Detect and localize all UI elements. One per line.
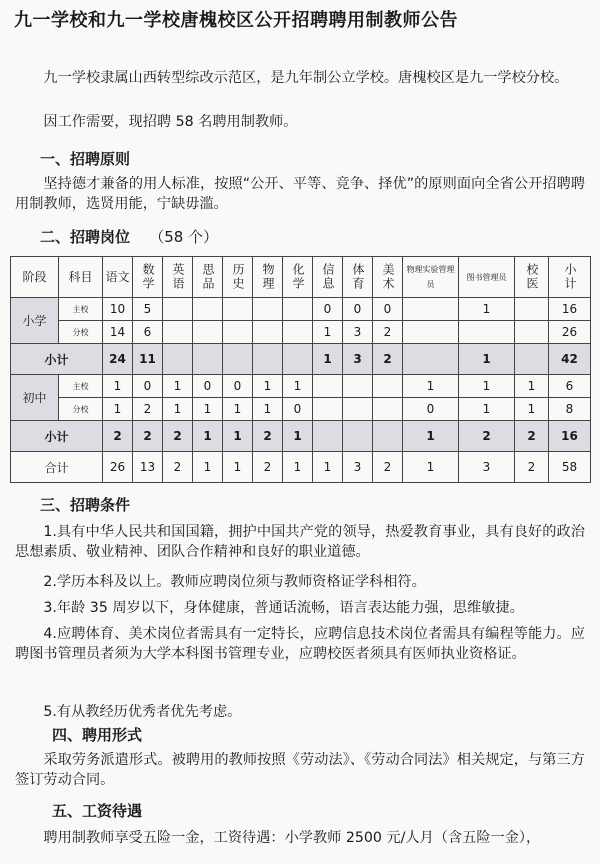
- table-cell: 42: [549, 344, 591, 375]
- section2-count: （58 个）: [149, 228, 219, 246]
- table-cell: 6: [133, 321, 163, 344]
- table-cell: [223, 298, 253, 321]
- subtotal-label: 小计: [11, 344, 103, 375]
- table-cell: [313, 421, 343, 452]
- section1-text: 坚持德才兼备的用人标准，按照“公开、平等、竞争、择优”的原则面向全省公开招聘聘用制教师，选贤用能，宁缺毋滥。: [15, 176, 585, 212]
- table-cell: 0: [133, 375, 163, 398]
- section5-text: 聘用制教师享受五险一金，工资待遇：小学教师 2500 元/人月（含五险一金），: [43, 830, 541, 846]
- table-cell: [163, 298, 193, 321]
- table-cell: 1: [223, 398, 253, 421]
- section1-heading: 一、招聘原则: [40, 150, 131, 168]
- table-cell: [253, 344, 283, 375]
- table-cell: 5: [133, 298, 163, 321]
- header-cell: 物理实验管理员: [403, 257, 459, 298]
- table-cell: [403, 344, 459, 375]
- table-cell: [163, 321, 193, 344]
- table-cell: 3: [343, 321, 373, 344]
- table-cell: 0: [343, 298, 373, 321]
- table-cell: 3: [459, 452, 515, 483]
- table-cell: 2: [133, 398, 163, 421]
- section4-text: 采取劳务派遣形式。被聘用的教师按照《劳动法》、《劳动合同法》相关规定，与第三方签订劳动合同。: [15, 752, 585, 788]
- table-cell: [193, 298, 223, 321]
- table-cell: [223, 344, 253, 375]
- table-cell: 1: [403, 452, 459, 483]
- positions-table: [10, 256, 591, 483]
- header-cell: 美术: [373, 257, 403, 298]
- table-cell: [223, 321, 253, 344]
- header-cell: 体育: [343, 257, 373, 298]
- table-cell: [515, 344, 549, 375]
- table-cell: [313, 375, 343, 398]
- intro-count-paragraph: 因工作需要，现招聘 58 名聘用制教师。: [43, 114, 298, 130]
- table-cell: [343, 375, 373, 398]
- campus-cell: 主校: [59, 298, 103, 321]
- table-cell: [253, 321, 283, 344]
- campus-cell: 分校: [59, 321, 103, 344]
- table-cell: 2: [515, 452, 549, 483]
- campus-cell: 分校: [59, 398, 103, 421]
- table-cell: 2: [103, 421, 133, 452]
- table-cell: [403, 321, 459, 344]
- table-cell: 1: [459, 398, 515, 421]
- table-cell: 2: [133, 421, 163, 452]
- header-cell: 阶段: [11, 257, 59, 298]
- table-cell: 1: [223, 421, 253, 452]
- header-cell: 历史: [223, 257, 253, 298]
- section3-heading: 三、招聘条件: [40, 496, 131, 514]
- table-cell: 1: [459, 344, 515, 375]
- intro-paragraph: 九一学校隶属山西转型综改示范区，是九年制公立学校。唐槐校区是九一学校分校。: [43, 70, 569, 86]
- table-cell: 1: [313, 321, 343, 344]
- table-cell: 1: [103, 375, 133, 398]
- notice-title: 九一学校和九一学校唐槐校区公开招聘聘用制教师公告: [14, 10, 458, 31]
- table-cell: 1: [193, 421, 223, 452]
- table-cell: [515, 321, 549, 344]
- total-label: 合计: [11, 452, 103, 483]
- table-cell: 1: [515, 398, 549, 421]
- table-cell: 1: [103, 398, 133, 421]
- table-cell: 11: [133, 344, 163, 375]
- table-cell: 58: [549, 452, 591, 483]
- table-row: [11, 321, 591, 344]
- table-cell: [193, 321, 223, 344]
- table-cell: 2: [373, 321, 403, 344]
- table-header-row: [11, 257, 591, 298]
- table-cell: [253, 298, 283, 321]
- table-cell: 0: [223, 375, 253, 398]
- table-cell: [515, 298, 549, 321]
- table-cell: 1: [515, 375, 549, 398]
- table-cell: [313, 398, 343, 421]
- table-cell: 1: [403, 375, 459, 398]
- table-cell: 1: [459, 298, 515, 321]
- table-cell: 1: [193, 398, 223, 421]
- header-cell: 思品: [193, 257, 223, 298]
- table-cell: 2: [253, 452, 283, 483]
- table-cell: 1: [313, 344, 343, 375]
- section4-heading: 四、聘用形式: [52, 726, 143, 744]
- table-cell: 26: [103, 452, 133, 483]
- table-cell: 1: [193, 452, 223, 483]
- table-cell: 1: [283, 452, 313, 483]
- table-cell: 2: [163, 452, 193, 483]
- table-cell: [283, 321, 313, 344]
- table-cell: [373, 375, 403, 398]
- table-cell: [373, 398, 403, 421]
- section2-title: 二、招聘岗位: [40, 228, 131, 246]
- table-cell: 24: [103, 344, 133, 375]
- table-cell: 1: [459, 375, 515, 398]
- table-cell: 2: [163, 421, 193, 452]
- table-subtotal-row: [11, 421, 591, 452]
- table-cell: [343, 398, 373, 421]
- header-cell: 信息: [313, 257, 343, 298]
- table-cell: 8: [549, 398, 591, 421]
- table-cell: 1: [223, 452, 253, 483]
- table-cell: 2: [373, 344, 403, 375]
- section2-heading: [40, 226, 218, 247]
- table-total-row: [11, 452, 591, 483]
- stage-cell: 小学: [11, 298, 59, 344]
- table-cell: 3: [343, 452, 373, 483]
- table-cell: 13: [133, 452, 163, 483]
- table-cell: [459, 321, 515, 344]
- table-cell: [283, 344, 313, 375]
- table-row: [11, 298, 591, 321]
- header-cell: 图书管理员: [459, 257, 515, 298]
- table-cell: 1: [163, 398, 193, 421]
- table-cell: 1: [283, 421, 313, 452]
- table-cell: 2: [459, 421, 515, 452]
- table-cell: 1: [313, 452, 343, 483]
- table-cell: 6: [549, 375, 591, 398]
- header-cell: 物理: [253, 257, 283, 298]
- condition-4: 4.应聘体育、美术岗位者需具有一定特长，应聘信息技术岗位者需具有编程等能力。应聘图书管理员者须为大学本科图书管理专业，应聘校医者须具有医师执业资格证。: [15, 626, 585, 662]
- header-cell: 英语: [163, 257, 193, 298]
- table-cell: 1: [163, 375, 193, 398]
- table-cell: 1: [253, 398, 283, 421]
- table-cell: [193, 344, 223, 375]
- table-cell: 0: [403, 398, 459, 421]
- stage-cell: 初中: [11, 375, 59, 421]
- table-cell: 0: [313, 298, 343, 321]
- table-row: [11, 398, 591, 421]
- table-cell: 1: [253, 375, 283, 398]
- table-subtotal-row: [11, 344, 591, 375]
- table-cell: 16: [549, 298, 591, 321]
- condition-1: 1.具有中华人民共和国国籍，拥护中国共产党的领导，热爱教育事业，具有良好的政治思想素质、敬业精神、团队合作精神和良好的职业道德。: [15, 524, 585, 560]
- table-cell: [373, 421, 403, 452]
- table-cell: 2: [373, 452, 403, 483]
- campus-cell: 主校: [59, 375, 103, 398]
- table-cell: 0: [193, 375, 223, 398]
- table-cell: 2: [253, 421, 283, 452]
- table-cell: [163, 344, 193, 375]
- header-cell: 数学: [133, 257, 163, 298]
- table-cell: 2: [515, 421, 549, 452]
- table-row: [11, 375, 591, 398]
- condition-5: 5.有从教经历优秀者优先考虑。: [43, 704, 242, 720]
- table-cell: 1: [403, 421, 459, 452]
- header-cell: 小计: [549, 257, 591, 298]
- header-cell: 语文: [103, 257, 133, 298]
- section5-heading: 五、工资待遇: [52, 802, 143, 820]
- table-cell: [403, 298, 459, 321]
- header-cell: 校医: [515, 257, 549, 298]
- table-cell: 3: [343, 344, 373, 375]
- table-cell: 16: [549, 421, 591, 452]
- subtotal-label: 小计: [11, 421, 103, 452]
- header-cell: 化学: [283, 257, 313, 298]
- table-cell: 0: [283, 398, 313, 421]
- table-cell: 1: [283, 375, 313, 398]
- table-cell: 26: [549, 321, 591, 344]
- table-cell: 10: [103, 298, 133, 321]
- table-cell: 14: [103, 321, 133, 344]
- table-cell: [283, 298, 313, 321]
- condition-2: 2.学历本科及以上。教师应聘岗位须与教师资格证学科相符。: [43, 574, 426, 590]
- header-cell: 科目: [59, 257, 103, 298]
- condition-3: 3.年龄 35 周岁以下，身体健康，普通话流畅，语言表达能力强，思维敏捷。: [43, 600, 524, 616]
- table-cell: 0: [373, 298, 403, 321]
- table-cell: [343, 421, 373, 452]
